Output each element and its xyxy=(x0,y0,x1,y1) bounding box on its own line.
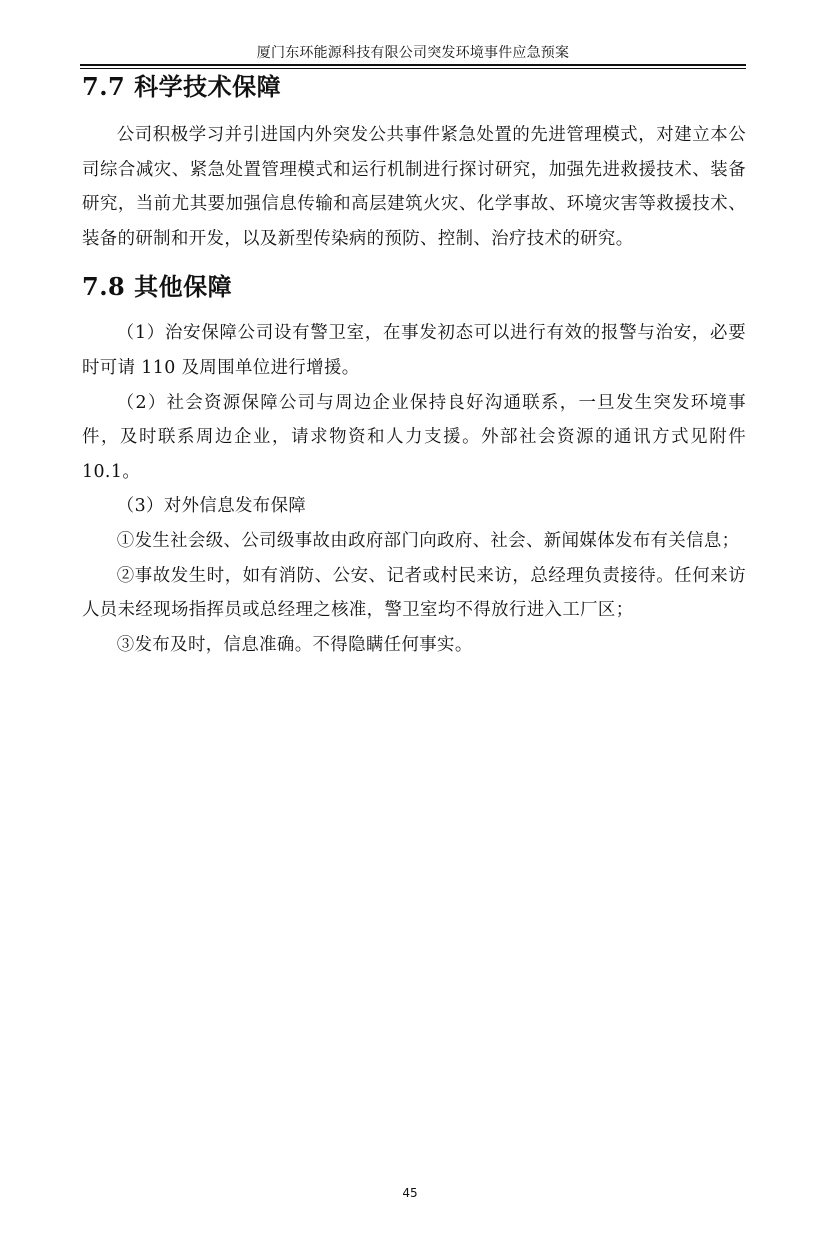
paragraph-info-release-title: （3）对外信息发布保障 xyxy=(116,496,307,517)
paragraph-social-resources: （2）社会资源保障公司与周边企业保持良好沟通联系，一旦发生突发环境事件，及时联系周边企业，请求物资和人力支援。外部社会资源的通讯方式见附件 10.1。 xyxy=(82,392,746,482)
page-header: 厦门东环能源科技有限公司突发环境事件应急预案 xyxy=(256,45,570,61)
section-7-7-paragraph: 公司积极学习并引进国内外突发公共事件紧急处置的先进管理模式，对建立本公司综合减灾、紧急处置管理模式和运行机制进行探讨研究，加强先进救援技术、装备研究，当前尤其要加强信息传输和高层建筑火灾、化学事故、环境灾害等救援技术、装备的研制和开发，以及新型传染病的预防、控制、治疗技术的研究。 xyxy=(82,125,746,249)
section-7-8-heading: 7.8 其他保障 xyxy=(82,272,233,302)
header-rule-thick xyxy=(80,64,746,66)
paragraph-info-release-item-1: ①发生社会级、公司级事故由政府部门向政府、社会、新闻媒体发布有关信息； xyxy=(116,530,740,551)
paragraph-info-release-item-2: ②事故发生时，如有消防、公安、记者或村民来访，总经理负责接待。任何来访人员未经现场指挥员或总经理之核准，警卫室均不得放行进入工厂区； xyxy=(82,565,746,621)
document-body xyxy=(82,68,746,662)
page-number: 45 xyxy=(402,1186,418,1200)
paragraph-public-security: （1）治安保障公司设有警卫室，在事发初态可以进行有效的报警与治安，必要时可请 110 及周围单位进行增援。 xyxy=(82,323,746,378)
paragraph-info-release-item-3: ③发布及时，信息准确。不得隐瞒任何事实。 xyxy=(116,634,473,655)
section-7-8-body xyxy=(82,316,746,662)
section-7-7-heading: 7.7 科学技术保障 xyxy=(82,72,282,101)
